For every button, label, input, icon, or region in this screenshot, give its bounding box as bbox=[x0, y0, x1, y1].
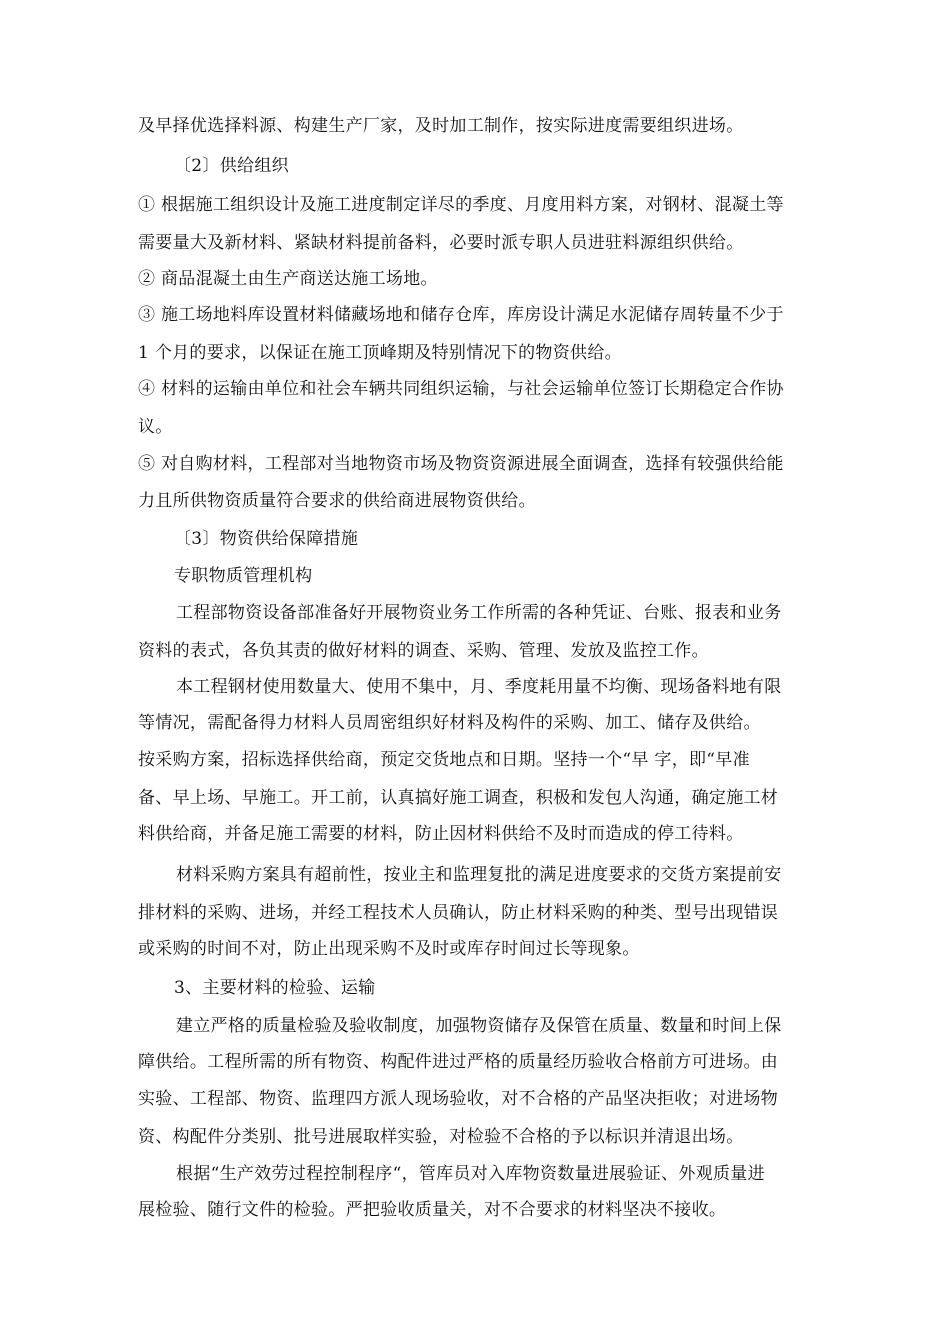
paragraph-3-line-2: 备、早上场、早施工。开工前，认真搞好施工调查，积极和发包人沟通，确定施工材 bbox=[138, 788, 779, 808]
section-heading-supply-organization: 〔2〕供给组织 bbox=[174, 156, 289, 176]
paragraph-1-line-1: 工程部物资设备部准备好开展物资业务工作所需的各种凭证、台账、报表和业务 bbox=[176, 603, 782, 623]
paragraph-4-line-1: 材料采购方案具有超前性，按业主和监理复批的满足进度要求的交货方案提前安 bbox=[176, 865, 782, 885]
paragraph-4-line-2: 排材料的采购、进场，并经工程技术人员确认，防止材料采购的种类、型号出现错误 bbox=[138, 903, 779, 923]
text-line-item-3: ③ 施工场地料库设置材料储藏场地和储存仓库，库房设计满足水泥储存周转量不少于 bbox=[138, 305, 784, 325]
paragraph-5-line-1: 建立严格的质量检验及验收制度，加强物资储存及保管在质量、数量和时间上保 bbox=[176, 1016, 782, 1036]
text-line-item-4: ④ 材料的运输由单位和社会车辆共同组织运输，与社会运输单位签订长期稳定合作协 bbox=[138, 379, 784, 399]
text-line-item-5: ⑤ 对自购材料，工程部对当地物资市场及物资资源进展全面调查，选择有较强供给能 bbox=[138, 454, 784, 474]
text-line-item-4-cont: 议。 bbox=[138, 417, 173, 437]
section-heading-inspection-transport: 3、主要材料的检验、运输 bbox=[174, 978, 376, 998]
paragraph-5-line-2: 障供给。工程所需的所有物资、构配件进过严格的质量经历验收合格前方可进场。由 bbox=[138, 1052, 779, 1072]
paragraph-4-line-3: 或采购的时间不对，防止出现采购不及时或库存时间过长等现象。 bbox=[138, 939, 640, 959]
paragraph-2-line-2: 等情况，需配备得力材料人员周密组织好材料及构件的采购、加工、储存及供给。 bbox=[138, 713, 761, 733]
paragraph-1-line-2: 资料的表式，各负其责的做好材料的调查、采购、管理、发放及监控工作。 bbox=[138, 641, 709, 661]
text-line-item-1: ① 根据施工组织设计及施工进度制定详尽的季度、月度用料方案，对钢材、混凝土等 bbox=[138, 195, 784, 215]
text-line-item-5-cont: 力且所供物资质量符合要求的供给商进展物资供给。 bbox=[138, 491, 536, 511]
text-line-1: 及早择优选择料源、构建生产厂家，及时加工制作，按实际进度需要组织进场。 bbox=[138, 116, 744, 136]
paragraph-6-line-2: 展检验、随行文件的检验。严把验收质量关，对不合要求的材料坚决不接收。 bbox=[138, 1200, 727, 1220]
text-line-item-3-cont: 1 个月的要求，以保证在施工顶峰期及特别情况下的物资供给。 bbox=[138, 343, 622, 363]
paragraph-5-line-3: 实验、工程部、物资、监理四方派人现场验收，对不合格的产品坚决拒收；对进场物 bbox=[138, 1089, 779, 1109]
text-line-item-1-cont: 需要量大及新材料、紧缺材料提前备料，必要时派专职人员进驻料源组织供给。 bbox=[138, 233, 744, 253]
paragraph-5-line-4: 资、构配件分类别、批号进展取样实验，对检验不合格的予以标识并清退出场。 bbox=[138, 1127, 744, 1147]
subheading-management-agency: 专职物质管理机构 bbox=[174, 566, 313, 586]
section-heading-supply-guarantee: 〔3〕物资供给保障措施 bbox=[174, 529, 359, 549]
paragraph-3-line-1: 按采购方案，招标选择供给商，预定交货地点和日期。坚持一个“早 字，即“早准 bbox=[138, 750, 750, 770]
paragraph-2-line-1: 本工程钢材使用数量大、使用不集中，月、季度耗用量不均衡、现场备料地有限 bbox=[176, 677, 782, 697]
text-line-item-2: ② 商品混凝土由生产商送达施工场地。 bbox=[138, 269, 438, 289]
paragraph-6-line-1: 根据“生产效劳过程控制程序“，管库员对入库物资数量进展验证、外观质量进 bbox=[176, 1164, 765, 1184]
paragraph-3-line-3: 料供给商，并备足施工需要的材料，防止因材料供给不及时而造成的停工待料。 bbox=[138, 824, 744, 844]
